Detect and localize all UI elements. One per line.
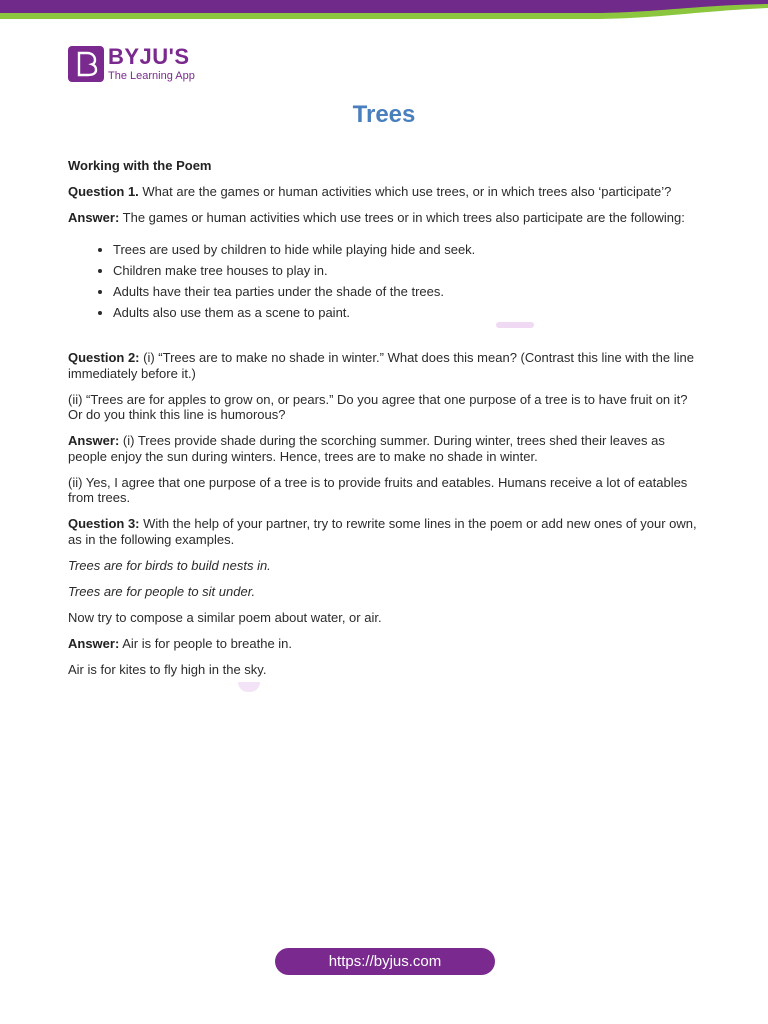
answer-3-line-2: Air is for kites to fly high in the sky. bbox=[68, 661, 267, 677]
watermark-fragment bbox=[496, 322, 534, 328]
answer-1: Answer: The games or human activities which use trees or in which trees also participate are the following: bbox=[68, 210, 685, 225]
document-body bbox=[68, 158, 704, 688]
question-2: Question 2: (i) “Trees are to make no shade in winter.” What does this mean? (Contrast this line with the line immediately before it.) bbox=[68, 350, 694, 381]
question-3-prompt: Now try to compose a similar poem about water, or air. bbox=[68, 609, 382, 625]
answer-label: Answer: bbox=[68, 635, 120, 651]
answer-label: Answer: bbox=[68, 210, 120, 225]
list-item: • Children make tree houses to play in. bbox=[113, 263, 704, 279]
footer-url-link[interactable]: https://byjus.com bbox=[275, 948, 495, 975]
watermark-fragment bbox=[238, 682, 260, 692]
example-line-2: Trees are for people to sit under. bbox=[68, 583, 256, 599]
answer-3: Answer: Air is for people to breathe in. bbox=[68, 635, 293, 651]
section-heading: Working with the Poem bbox=[68, 158, 212, 173]
list-item: • Adults also use them as a scene to paint. bbox=[113, 305, 704, 321]
page-title: Trees bbox=[352, 101, 416, 128]
question-label: Question 1. bbox=[68, 184, 139, 199]
question-3: Question 3: With the help of your partner, try to rewrite some lines in the poem or add new ones of your own, as in the following examples. bbox=[68, 516, 697, 547]
byjus-logo[interactable] bbox=[68, 46, 195, 82]
answer-label: Answer: bbox=[68, 433, 120, 448]
answer-1-list bbox=[68, 242, 704, 321]
answer-2: Answer: (i) Trees provide shade during the scorching summer. During winter, trees shed their leaves as people enjoy the sun during winters. Hence, trees are to make no shade in winter. bbox=[68, 433, 665, 464]
logo-brand-name: BYJU'S bbox=[108, 44, 190, 69]
logo-tagline: The Learning App bbox=[108, 70, 195, 82]
question-label: Question 2: bbox=[68, 350, 140, 365]
list-item: • Adults have their tea parties under the shade of the trees. bbox=[113, 284, 704, 300]
header-color-band bbox=[0, 0, 768, 30]
answer-2-part-2: (ii) Yes, I agree that one purpose of a tree is to provide fruits and eatables. Humans receive a lot of eatables from trees. bbox=[68, 474, 688, 505]
byjus-logo-icon bbox=[68, 46, 104, 82]
question-2-part-2: (ii) “Trees are for apples to grow on, or pears.” Do you agree that one purpose of a tree is to have fruit on it? Or do you think this line is humorous? bbox=[68, 391, 688, 422]
list-item: • Trees are used by children to hide while playing hide and seek. bbox=[113, 242, 704, 258]
question-label: Question 3: bbox=[68, 516, 140, 531]
example-line-1: Trees are for birds to build nests in. bbox=[68, 557, 271, 573]
question-1: Question 1. What are the games or human activities which use trees, or in which trees also ‘participate’? bbox=[68, 184, 672, 199]
